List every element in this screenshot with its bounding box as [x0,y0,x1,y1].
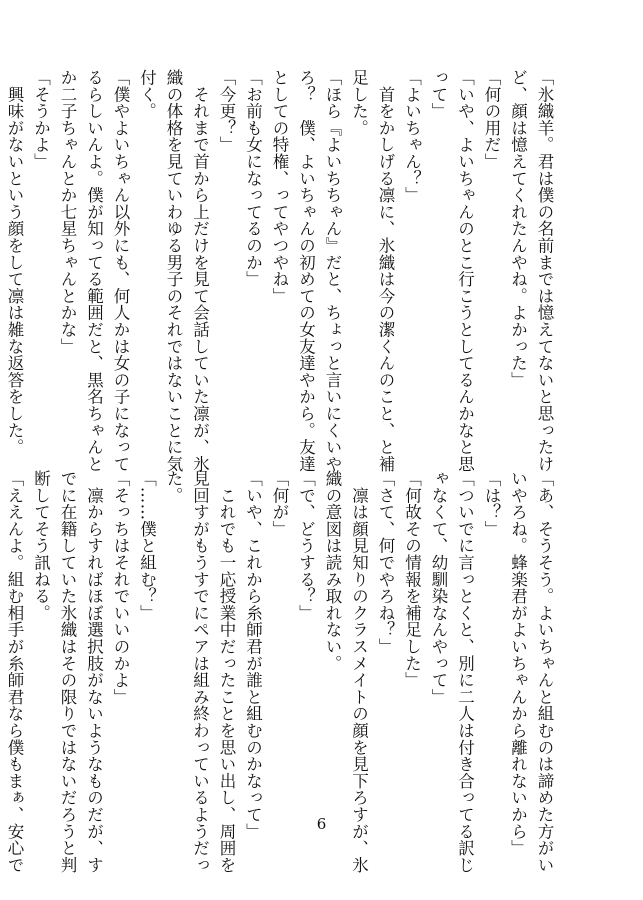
text-line: るらしいんよ。僕が知ってる範囲だと、黒名ちゃんと [84,69,104,473]
text-line: 足した。 [349,69,369,137]
bottom-text-block [0,470,557,874]
text-line: 「いや、これから糸師君が誰と組むのかなって」 [243,470,263,840]
text-line: としての特権、ってやつやね」 [270,69,289,305]
text-line: 「そっちはそれでいいのかよ」 [111,470,130,706]
text-line: 興味がないという顔をして凛は雑な返答をした。 [5,69,24,456]
text-line: 「何が」 [270,470,289,538]
page-number: 6 [316,815,327,833]
text-line: 織の体格を見ていわゆる男子のそれではないことに気 [164,69,183,473]
text-line: ど、顔は憶えてくれたんやね。よかった」 [508,69,528,389]
text-line: 凛は顔見知りのクラスメイトの顔を見下ろすが、氷 [349,470,369,874]
text-line: これでも一応授業中だったことを思い出し、周囲を [217,470,236,874]
text-line: 「さて、何でやろね？」 [376,470,395,655]
text-line: 「何の用だ」 [482,69,501,170]
text-line: 「氷織羊。君は僕の名前までは憶えてないと思ったけ [535,69,554,473]
text-line: 見回すがもうすでにペアは組み終わっているようだっ [190,470,210,874]
text-line: 「いや、よいちゃんのとこ行こうとしてるんかなと思 [455,69,475,473]
text-line: ゃなくて、幼馴染なんやって」 [429,470,448,706]
text-line: か二子ちゃんとか七星ちゃんとかな」 [58,69,77,355]
text-line: 凛からすればほぼ選択肢がないようなものだが、す [84,470,104,874]
text-line: 「ええんよ。組む相手が糸師君なら僕もまぁ、安心で [5,470,24,874]
text-line: た。 [164,470,183,504]
text-line: 「あ、そうそう。よいちゃんと組むのは諦めた方がい [535,470,554,874]
text-line: 「は？」 [482,470,501,538]
text-line: 「お前も女になってるのか」 [243,69,263,288]
text-line: 「僕やよいちゃん以外にも、何人かは女の子になって [111,69,130,473]
text-line: でに在籍していた氷織はその限りではないだろうと判 [58,470,77,874]
text-line: それまで首から上だけを見て会話していた凛が、氷 [190,69,210,473]
text-line: 「ついでに言っとくと、別に二人は付き合ってる訳じ [455,470,475,874]
text-line: 「よいちゃん？」 [402,69,422,204]
text-line: 「何故その情報を補足した」 [402,470,422,689]
text-line: いやろね。蜂楽君がよいちゃんから離れないから」 [508,470,528,857]
text-line: 首をかしげる凛に、氷織は今の潔くんのこと、と補 [376,69,395,473]
text-line: 「今更？」 [217,69,236,153]
text-line: ろ？ 僕、よいちゃんの初めての女友達やから。友達 [296,69,316,473]
text-line: 「そうかよ」 [31,69,51,170]
text-line: 「で、どうする？」 [296,470,316,622]
text-line: って」 [429,69,448,120]
text-line: 付く。 [137,69,157,120]
text-line: 「……僕と組む？」 [137,470,157,622]
text-line: 断してそう訊ねる。 [31,470,51,622]
text-line: 「ほら『よいちちゃん』だと、ちょっと言いにくいや [323,69,342,473]
text-line: 織の意図は読み取れない。 [323,470,342,672]
top-text-block [0,69,557,473]
